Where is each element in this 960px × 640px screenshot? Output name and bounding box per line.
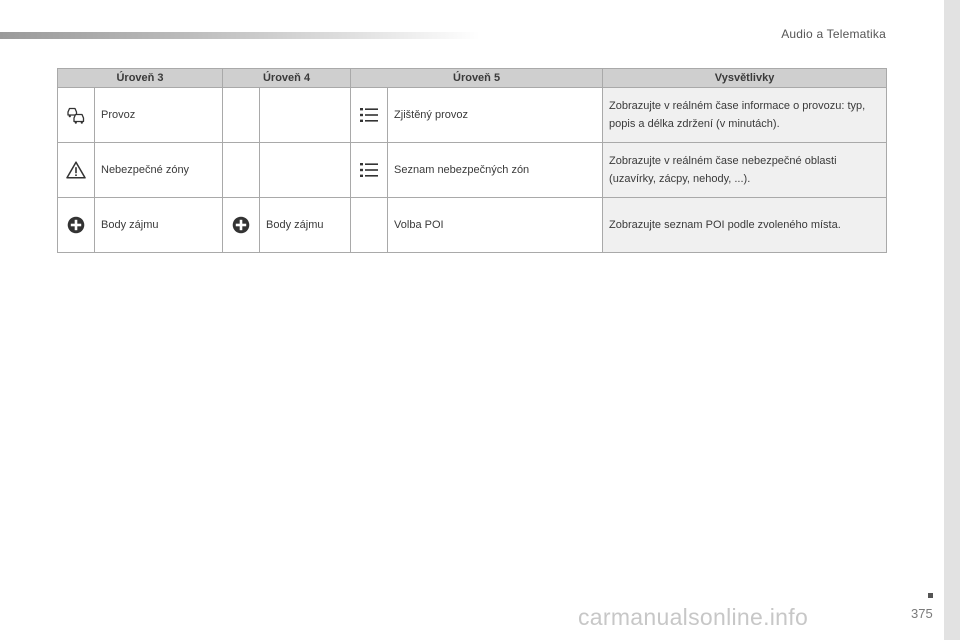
header-gradient-bar <box>0 32 480 39</box>
page-edge-strip <box>944 0 960 640</box>
level4-icon-cell <box>223 88 260 143</box>
explanation-text: Zobrazujte seznam POI podle zvoleného místa. <box>603 198 887 253</box>
level4-label <box>260 143 351 198</box>
explanation-text: Zobrazujte v reálném čase informace o provozu: typ, popis a délka zdržení (v minutách). <box>603 88 887 143</box>
plus-circle-icon <box>232 216 250 234</box>
table-header-row <box>58 69 887 88</box>
watermark: carmanualsonline.info <box>578 604 809 630</box>
level4-label: Body zájmu <box>260 198 351 253</box>
list-icon <box>360 162 378 178</box>
level3-label: Body zájmu <box>95 198 223 253</box>
column-header-level-4: Úroveň 4 <box>223 69 351 88</box>
section-title: Audio a Telematika <box>781 27 886 41</box>
traffic-cars-icon <box>65 106 87 124</box>
menu-levels-table <box>57 68 887 253</box>
page-number: 375 <box>911 606 933 621</box>
level5-icon-cell <box>351 143 388 198</box>
table-row <box>58 198 887 253</box>
level3-label: Nebezpečné zóny <box>95 143 223 198</box>
level4-icon-cell <box>223 198 260 253</box>
level3-icon-cell <box>58 143 95 198</box>
column-header-explanation: Vysvětlivky <box>603 69 887 88</box>
level5-icon-cell <box>351 88 388 143</box>
column-header-level-5: Úroveň 5 <box>351 69 603 88</box>
level4-label <box>260 88 351 143</box>
list-icon <box>360 107 378 123</box>
level3-icon-cell <box>58 198 95 253</box>
plus-circle-icon <box>67 216 85 234</box>
level5-label: Seznam nebezpečných zón <box>388 143 603 198</box>
column-header-level-3: Úroveň 3 <box>58 69 223 88</box>
level4-icon-cell <box>223 143 260 198</box>
page-marker <box>928 593 933 598</box>
level5-icon-cell <box>351 198 388 253</box>
warning-triangle-icon <box>66 161 86 179</box>
level5-label: Volba POI <box>388 198 603 253</box>
table-row <box>58 143 887 198</box>
level3-label: Provoz <box>95 88 223 143</box>
level3-icon-cell <box>58 88 95 143</box>
level5-label: Zjištěný provoz <box>388 88 603 143</box>
table-row <box>58 88 887 143</box>
explanation-text: Zobrazujte v reálném čase nebezpečné oblasti (uzavírky, zácpy, nehody, ...). <box>603 143 887 198</box>
